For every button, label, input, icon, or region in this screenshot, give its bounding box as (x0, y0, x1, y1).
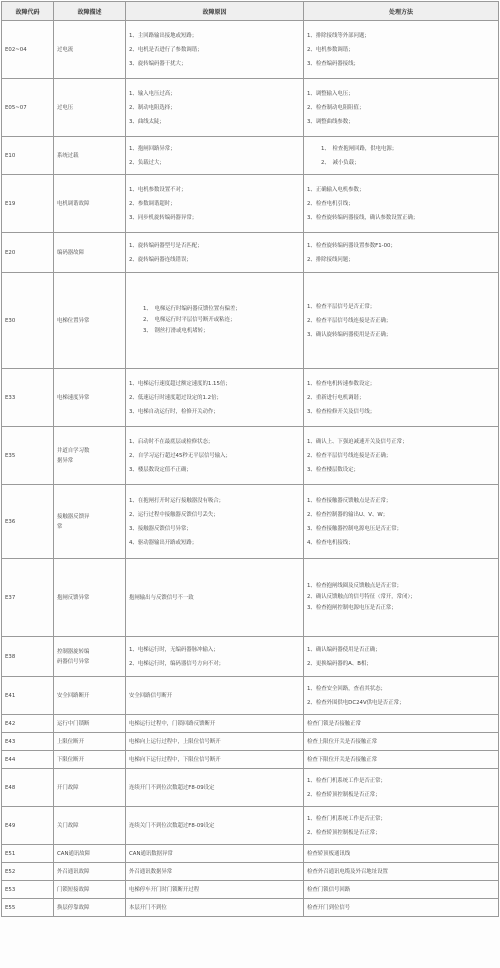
fault-description-cell (54, 881, 126, 899)
fault-method-line: 检查门锁是否接触正常 (307, 720, 361, 727)
fault-method-line: 3、检查编码器接线； (307, 60, 359, 67)
fault-cause-line: 1、启动时不在最底层或检修状态； (129, 438, 214, 445)
fault-method-line: 3、调整曲线参数； (307, 118, 354, 125)
fault-cause-cell (126, 751, 304, 769)
fault-method-line: 1、检查平层信号是否正常； (307, 303, 376, 310)
fault-cause-cell (126, 677, 304, 715)
fault-method-line: 检查轿顶板通讯线 (307, 850, 351, 857)
fault-method-cell (304, 485, 499, 559)
fault-cause-line: 3、旋转编码器干扰大； (129, 60, 187, 67)
fault-cause-line: 电梯停车开门时门锁断开过程 (129, 886, 200, 893)
fault-method-line: 1、检查门机系统工作是否正常； (307, 815, 386, 822)
fault-method-cell (304, 677, 499, 715)
fault-method-line: 4、检查电机接线； (307, 539, 354, 546)
table-row (2, 369, 499, 427)
fault-description-cell (54, 733, 126, 751)
fault-code-cell: E53 (2, 881, 54, 899)
fault-cause-line: 2、电机是否进行了参数调谐； (129, 46, 203, 53)
fault-cause-line: 电梯向下运行过程中，下限位信号断开 (129, 756, 221, 763)
fault-description-cell (54, 845, 126, 863)
fault-description-cell (54, 233, 126, 273)
fault-cause-line: 1、旋转编码器型号是否匹配； (129, 242, 203, 249)
fault-code-cell: E35 (2, 427, 54, 485)
fault-method-line: 2、 减小负载； (321, 159, 360, 166)
fault-cause-cell (126, 175, 304, 233)
fault-cause-line: 外召通讯数据异常 (129, 868, 173, 875)
fault-description-line: 系统过载 (57, 152, 79, 159)
fault-code-cell: E05~07 (2, 79, 54, 137)
fault-method-line: 3、检查检修开关及信号线； (307, 408, 376, 415)
fault-description-line: 电机调谐故障 (57, 200, 90, 207)
fault-method-line: 1、确认编码器使用是否正确； (307, 646, 381, 653)
fault-method-line: 2、检查平层信号线连接是否正确； (307, 317, 392, 324)
fault-method-line: 1、确认上、下强迫减速开关及信号正常； (307, 438, 408, 445)
fault-method-line: 2、检查轿顶控制板是否正常； (307, 829, 381, 836)
fault-description-cell (54, 273, 126, 369)
fault-cause-line: 1、输入电压过高； (129, 90, 176, 97)
fault-cause-line: 2、参数调谐超时； (129, 200, 176, 207)
fault-cause-line: 3、电梯自动运行时，检修开关动作； (129, 408, 219, 415)
fault-cause-line: 2、自学习运行超过45秒无平层信号输入； (129, 452, 231, 459)
fault-cause-cell (126, 21, 304, 79)
fault-description-cell (54, 369, 126, 427)
fault-method-line: 2、检查制动电阻阻值； (307, 104, 365, 111)
fault-code-cell: E42 (2, 715, 54, 733)
fault-method-line: 2、检查电机引线； (307, 200, 354, 207)
fault-description-line: 码器信号异常 (57, 658, 90, 665)
fault-method-line: 3、确认旋转编码器使用是否正确； (307, 331, 392, 338)
fault-cause-line: 2、负载过大； (129, 159, 165, 166)
fault-cause-line: 2、电梯运行时，编码器信号方向不对； (129, 660, 225, 667)
fault-method-line: 1、检查旋转编码器设置参数F1-00； (307, 242, 396, 249)
fault-method-cell (304, 751, 499, 769)
fault-method-line: 1、正确输入电机参数； (307, 186, 365, 193)
fault-cause-cell (126, 863, 304, 881)
fault-cause-line: 1、 电梯运行时编码器反馈位置有偏差； (143, 306, 241, 312)
header-description: 故障描述 (54, 2, 126, 21)
fault-cause-cell (126, 637, 304, 677)
fault-code-cell: E41 (2, 677, 54, 715)
fault-cause-line: 电梯运行过程中，门锁回路反馈断开 (129, 720, 216, 727)
fault-method-line: 1、检查抱闸线圈及反馈触点是否正常； (307, 583, 403, 589)
fault-description-cell (54, 863, 126, 881)
table-row (2, 233, 499, 273)
fault-cause-line: 3、曲线太陡； (129, 118, 165, 125)
fault-cause-cell (126, 769, 304, 807)
fault-code-cell: E52 (2, 863, 54, 881)
fault-description-line: 井道自学习数 (57, 447, 90, 454)
fault-method-line: 1、检查电机转速参数设定； (307, 380, 376, 387)
fault-description-cell (54, 485, 126, 559)
fault-method-line: 2、更换编码器的A、B相； (307, 660, 372, 667)
fault-method-cell (304, 845, 499, 863)
fault-description-line: 过电流 (57, 46, 74, 53)
fault-description-line: 运行中门锁断 (57, 720, 90, 727)
fault-method-cell (304, 899, 499, 917)
fault-description-line: 编码器故障 (57, 249, 84, 256)
fault-method-line: 检查下限位开关是否接触正常 (307, 756, 378, 763)
fault-description-line: 门锁短接故障 (57, 886, 90, 893)
fault-description-cell (54, 769, 126, 807)
fault-code-cell: E51 (2, 845, 54, 863)
fault-description-line: 过电压 (57, 104, 74, 111)
table-row (2, 677, 499, 715)
fault-method-cell (304, 21, 499, 79)
header-code: 故障代码 (2, 2, 54, 21)
fault-code-cell: E49 (2, 807, 54, 845)
fault-cause-cell (126, 273, 304, 369)
fault-code-cell: E48 (2, 769, 54, 807)
fault-method-line: 检查门锁信号回路 (307, 886, 351, 893)
fault-description-line: 关门故障 (57, 822, 79, 829)
fault-method-cell (304, 559, 499, 637)
fault-description-line: 安全回路断开 (57, 692, 90, 699)
fault-code-cell: E36 (2, 485, 54, 559)
fault-description-line: 上限位断开 (57, 738, 84, 745)
fault-cause-line: 连续关门不到位次数超过F8-09设定 (129, 822, 215, 829)
fault-description-line: 下限位断开 (57, 756, 84, 763)
fault-method-line: 检查外召通讯电缆及外召地址设置 (307, 868, 388, 875)
fault-description-cell (54, 21, 126, 79)
fault-cause-line: 4、驱动器输出开路或短路； (129, 539, 198, 546)
fault-cause-line: 3、楼层数设定值不正确； (129, 466, 192, 473)
fault-cause-cell (126, 899, 304, 917)
fault-method-cell (304, 273, 499, 369)
fault-method-line: 检查上限位开关是否接触正常 (307, 738, 378, 745)
fault-method-line: 1、 检查抱闸回路，供电电源； (321, 145, 398, 152)
fault-description-cell (54, 751, 126, 769)
fault-method-cell (304, 175, 499, 233)
fault-method-line: 2、检查轿顶控制板是否正常； (307, 791, 381, 798)
fault-cause-line: 本层开门不到位 (129, 904, 167, 911)
fault-description-cell (54, 137, 126, 175)
fault-code-cell: E30 (2, 273, 54, 369)
header-row (2, 2, 499, 21)
table-row (2, 881, 499, 899)
fault-description-cell (54, 715, 126, 733)
fault-cause-line: 3、接触器反馈信号异常； (129, 525, 192, 532)
fault-cause-line: 2、低速运行时速度超过设定的1.2倍； (129, 394, 222, 401)
fault-cause-cell (126, 485, 304, 559)
table-row (2, 21, 499, 79)
fault-cause-line: 1、主回路输出接地或短路； (129, 32, 198, 39)
fault-method-cell (304, 715, 499, 733)
fault-cause-cell (126, 137, 304, 175)
fault-code-cell: E10 (2, 137, 54, 175)
table-header (2, 2, 499, 21)
fault-description-cell (54, 79, 126, 137)
table-row (2, 559, 499, 637)
fault-method-cell (304, 369, 499, 427)
fault-method-line: 1、调整输入电压； (307, 90, 354, 97)
header-cause: 故障原因 (126, 2, 304, 21)
header-method: 处理方法 (304, 2, 499, 21)
fault-code-cell: E43 (2, 733, 54, 751)
table-row (2, 485, 499, 559)
fault-cause-line: CAN通讯数据异常 (129, 850, 173, 857)
fault-method-line: 2、重新进行电机调谐； (307, 394, 365, 401)
table-row (2, 273, 499, 369)
fault-cause-line: 1、电机参数设置不对； (129, 186, 187, 193)
fault-method-line: 1、检查接触器反馈触点是否正常； (307, 497, 392, 504)
fault-method-cell (304, 233, 499, 273)
fault-cause-line: 2、旋转编码器连线错误； (129, 256, 192, 263)
fault-description-cell (54, 559, 126, 637)
table-row (2, 715, 499, 733)
fault-cause-cell (126, 807, 304, 845)
fault-cause-cell (126, 715, 304, 733)
fault-code-cell: E44 (2, 751, 54, 769)
fault-description-line: CAN通讯故障 (57, 850, 91, 857)
fault-method-cell (304, 427, 499, 485)
fault-method-line: 2、检查控制器的输出U、V、W； (307, 511, 389, 518)
fault-description-line: 常 (57, 523, 63, 530)
fault-description-line: 外召通讯故障 (57, 868, 90, 875)
fault-code-cell: E37 (2, 559, 54, 637)
fault-cause-cell (126, 559, 304, 637)
table-row (2, 845, 499, 863)
fault-method-cell (304, 137, 499, 175)
fault-cause-cell (126, 79, 304, 137)
fault-method-line: 1、检查安全回路，查看其状态； (307, 685, 386, 692)
table-row (2, 427, 499, 485)
fault-cause-line: 1、在抱闸打开时运行接触器没有吸合； (129, 497, 225, 504)
table-row (2, 137, 499, 175)
fault-cause-cell (126, 733, 304, 751)
table-row (2, 769, 499, 807)
fault-method-cell (304, 733, 499, 751)
fault-cause-line: 2、制动电阻选择； (129, 104, 176, 111)
fault-cause-cell (126, 881, 304, 899)
fault-method-line: 2、电机参数调谐； (307, 46, 354, 53)
fault-cause-cell (126, 233, 304, 273)
fault-cause-line: 抱闸输出与反馈信号不一致 (129, 594, 194, 601)
fault-method-line: 3、检查旋转编码器接线，确认参数设置正确； (307, 214, 419, 221)
table-body (2, 21, 499, 917)
fault-description-cell (54, 427, 126, 485)
fault-description-cell (54, 807, 126, 845)
fault-code-cell: E20 (2, 233, 54, 273)
fault-method-cell (304, 863, 499, 881)
fault-method-cell (304, 881, 499, 899)
table-row (2, 807, 499, 845)
fault-description-cell (54, 637, 126, 677)
fault-method-cell (304, 769, 499, 807)
fault-method-line: 2、检查平层信号线连接是否正确； (307, 452, 392, 459)
fault-cause-line: 2、 电梯运行时平层信号断开或粘连； (143, 317, 236, 323)
fault-description-line: 据异常 (57, 457, 74, 464)
fault-method-line: 3、检查抱闸控制电源电压是否正常； (307, 605, 397, 611)
fault-description-line: 电梯速度异常 (57, 394, 90, 401)
fault-description-line: 抱闸反馈异常 (57, 594, 90, 601)
fault-description-cell (54, 899, 126, 917)
fault-description-cell (54, 677, 126, 715)
fault-cause-cell (126, 845, 304, 863)
fault-cause-cell (126, 369, 304, 427)
fault-description-line: 开门故障 (57, 784, 79, 791)
fault-description-cell (54, 175, 126, 233)
fault-cause-line: 1、电梯运行速度超过额定速度的1.15倍； (129, 380, 231, 387)
table-row (2, 637, 499, 677)
fault-method-line: 1、排除接线等外部问题； (307, 32, 370, 39)
fault-method-line: 3、检查接触器控制电源电压是否正常； (307, 525, 403, 532)
fault-code-table (1, 1, 499, 917)
fault-method-cell (304, 79, 499, 137)
fault-method-line: 1、检查门机系统工作是否正常； (307, 777, 386, 784)
fault-method-line: 2、确认反馈触点的信号特征（常开，常闭）； (307, 594, 416, 600)
fault-code-cell: E33 (2, 369, 54, 427)
table-row (2, 751, 499, 769)
fault-method-cell (304, 807, 499, 845)
fault-code-cell: E19 (2, 175, 54, 233)
fault-cause-line: 安全回路信号断开 (129, 692, 173, 699)
fault-description-line: 电梯位置异常 (57, 317, 90, 324)
fault-description-line: 控制器旋转编 (57, 648, 90, 655)
fault-description-line: 换层停靠故障 (57, 904, 90, 911)
fault-code-cell: E38 (2, 637, 54, 677)
fault-method-line: 检查开门到位信号 (307, 904, 351, 911)
table-row (2, 863, 499, 881)
fault-cause-line: 2、运行过程中接触器反馈信号丢失； (129, 511, 219, 518)
fault-cause-line: 3、同步机旋转编码器异常； (129, 214, 198, 221)
fault-code-cell: E02~04 (2, 21, 54, 79)
fault-cause-cell (126, 427, 304, 485)
fault-cause-line: 1、抱闸回路异常； (129, 145, 176, 152)
fault-description-line: 接触器反馈异 (57, 513, 90, 520)
table-row (2, 733, 499, 751)
fault-cause-line: 1、电梯运行时，无编码器脉冲输入； (129, 646, 219, 653)
fault-method-cell (304, 637, 499, 677)
table-row (2, 899, 499, 917)
fault-cause-line: 3、 钢丝打滑或电机堵转； (143, 328, 209, 334)
table-row (2, 175, 499, 233)
fault-cause-line: 连续开门不到位次数超过F8-09设定 (129, 784, 215, 791)
fault-code-cell: E55 (2, 899, 54, 917)
table-row (2, 79, 499, 137)
fault-method-line: 3、检查楼层数设定； (307, 466, 359, 473)
fault-cause-line: 电梯向上运行过程中，上限位信号断开 (129, 738, 221, 745)
fault-method-line: 2、检查外围供电DC24V供电是否正常； (307, 699, 405, 706)
fault-method-line: 2、排除接线问题； (307, 256, 354, 263)
